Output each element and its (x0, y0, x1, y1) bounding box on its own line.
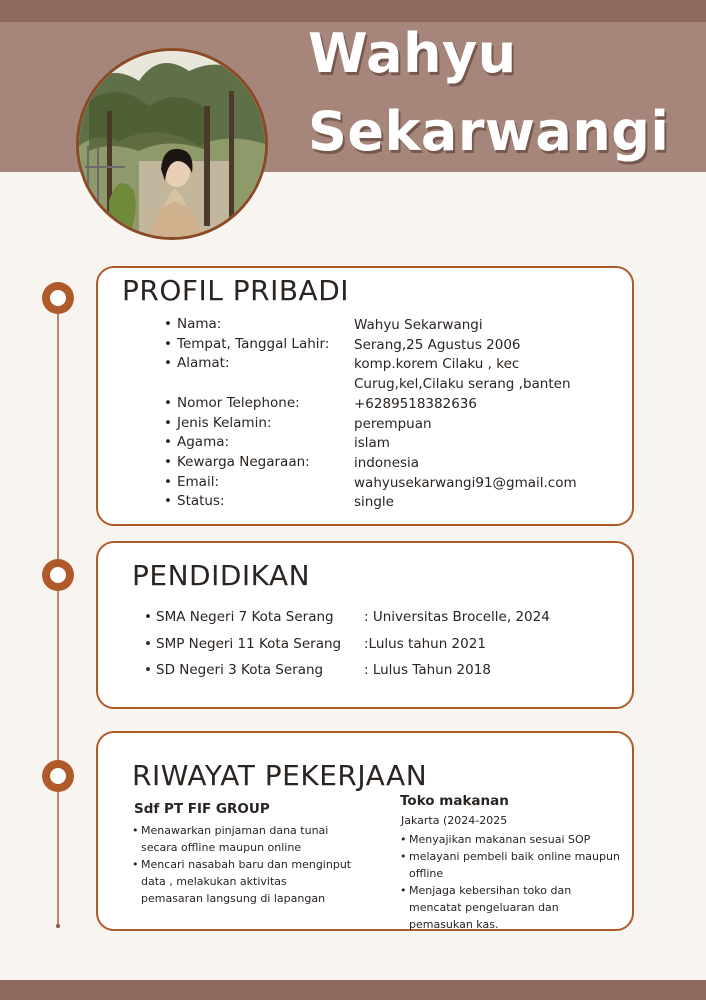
bullet-icon: • (400, 884, 407, 897)
job-title: Toko makanan (400, 793, 509, 809)
profile-value: perempuan (354, 415, 432, 432)
work-title: RIWAYAT PEKERJAAN (132, 759, 428, 792)
job-title: Sdf PT FIF GROUP (134, 801, 270, 817)
education-result: : Universitas Brocelle, 2024 (364, 609, 550, 625)
bullet-icon: • (164, 394, 172, 411)
timeline-dot-work (42, 760, 74, 792)
profile-key: Tempat, Tanggal Lahir: (177, 335, 330, 352)
profile-value: islam (354, 435, 390, 452)
bottom-strip (0, 980, 706, 1000)
bullet-icon: • (164, 453, 172, 470)
job-item-text: melayani pembeli baik online maupun offline (409, 850, 620, 880)
profile-key: Email: (177, 473, 220, 490)
job-item-text: Menyajikan makanan sesuai SOP (409, 833, 591, 846)
timeline-line (57, 297, 59, 927)
profile-key: Alamat: (177, 355, 230, 372)
bullet-icon: • (164, 473, 172, 490)
education-title: PENDIDIKAN (132, 559, 311, 592)
bullet-icon: • (164, 316, 172, 332)
profile-value: Serang,25 Agustus 2006 (354, 336, 521, 353)
education-school: SD Negeri 3 Kota Serang (156, 662, 324, 678)
job-item (132, 856, 352, 907)
bullet-icon: • (164, 355, 172, 372)
work-card (96, 731, 634, 931)
profile-key: Agama: (177, 434, 230, 451)
profile-title: PROFIL PRIBADI (122, 274, 350, 307)
job-subtitle: Jakarta (2024-2025 (401, 814, 508, 827)
timeline-dot-education (42, 559, 74, 591)
profile-key: Status: (177, 493, 225, 510)
profile-value: Wahyu Sekarwangi (354, 317, 483, 333)
bullet-icon: • (164, 414, 172, 431)
profile-card (96, 266, 634, 526)
bullet-icon: • (164, 335, 172, 352)
bullet-icon: • (400, 833, 407, 846)
profile-key: Nomor Telephone: (177, 394, 300, 411)
education-result: :Lulus tahun 2021 (364, 636, 486, 652)
job-item (132, 822, 352, 856)
education-result: : Lulus Tahun 2018 (364, 662, 491, 678)
job-item (400, 848, 625, 882)
bullet-icon: • (144, 609, 152, 625)
profile-key: Kewarga Negaraan: (177, 453, 310, 470)
job-item (400, 882, 625, 933)
education-school: SMA Negeri 7 Kota Serang (156, 609, 334, 625)
bullet-icon: • (144, 636, 152, 652)
profile-value-cont: Curug,kel,Cilaku serang ,banten (354, 376, 571, 393)
profile-value: indonesia (354, 454, 420, 471)
profile-photo (76, 48, 268, 240)
job-item-text: Menjaga kebersihan toko dan mencatat pengeluaran dan pemasukan kas. (409, 884, 572, 931)
timeline-end (56, 924, 60, 928)
bullet-icon: • (400, 850, 407, 863)
profile-value: wahyusekarwangi91@gmail.com (354, 474, 577, 491)
job-item (400, 831, 625, 848)
name-last: Sekarwangi (308, 100, 670, 163)
bullet-icon: • (164, 493, 172, 510)
name-first: Wahyu (308, 22, 517, 85)
profile-key: Jenis Kelamin: (177, 414, 272, 431)
bullet-icon: • (164, 434, 172, 451)
timeline-dot-profile (42, 282, 74, 314)
bullet-icon: • (144, 662, 152, 678)
job-item-text: Menawarkan pinjaman dana tunai secara offline maupun online (141, 824, 329, 854)
bullet-icon: • (132, 858, 139, 871)
top-strip (0, 0, 706, 22)
profile-key: Nama: (177, 316, 222, 332)
education-school: SMP Negeri 11 Kota Serang (156, 636, 342, 652)
job-item-text: Mencari nasabah baru dan menginput data , melakukan aktivitas pemasaran langsung di lapangan (141, 858, 352, 905)
bullet-icon: • (132, 824, 139, 837)
profile-value: single (354, 494, 394, 511)
profile-value: komp.korem Cilaku , kec (354, 356, 520, 373)
profile-value: +6289518382636 (354, 395, 477, 412)
education-card (96, 541, 634, 709)
